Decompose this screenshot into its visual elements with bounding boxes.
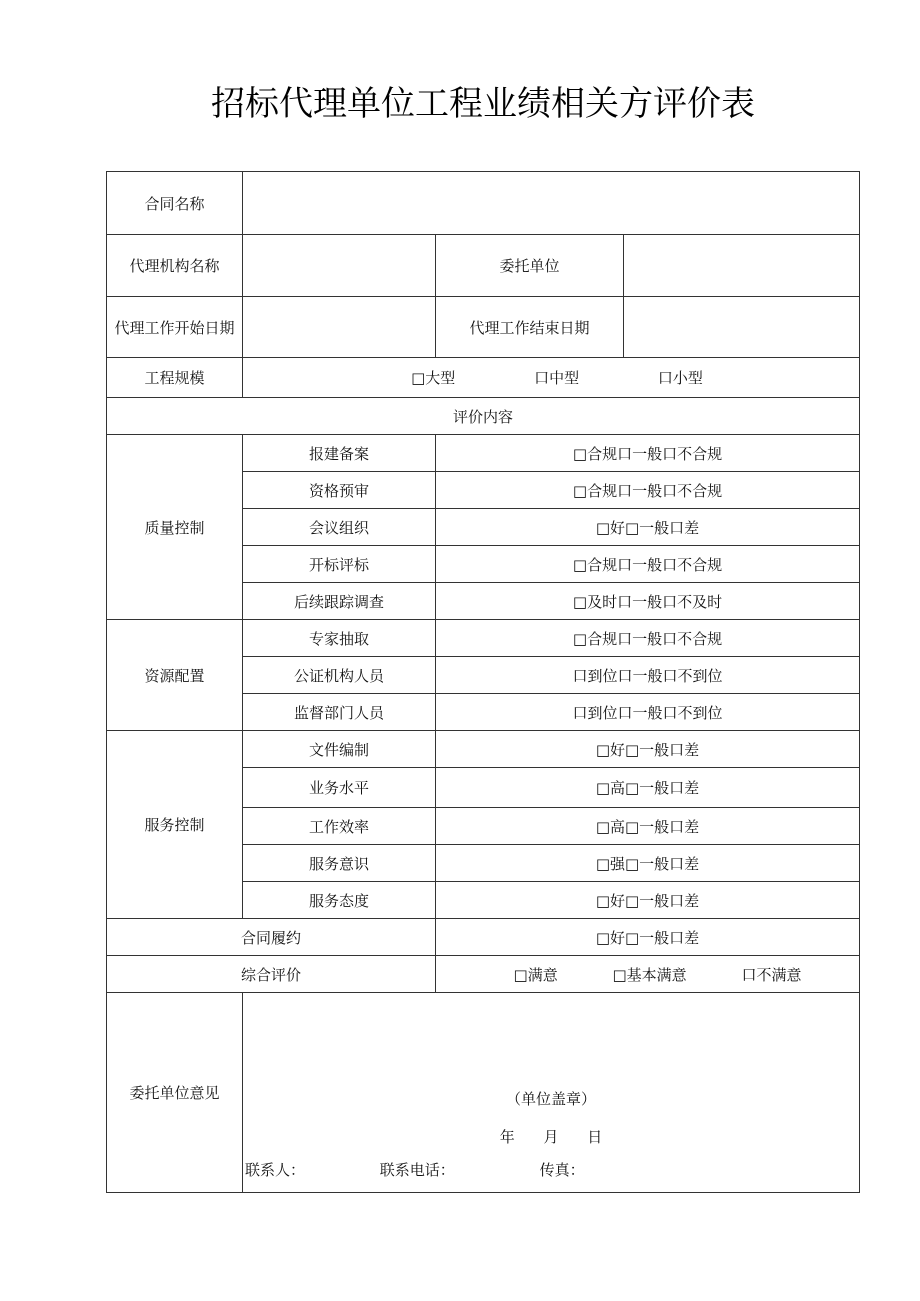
overall-eval-label: 综合评价 (107, 956, 436, 993)
item-label: 业务水平 (243, 768, 436, 808)
item-label: 开标评标 (243, 546, 436, 583)
project-scale-options (243, 358, 860, 398)
item-options[interactable]: □好□一般口差 (436, 731, 860, 768)
eval-content-header: 评价内容 (107, 398, 860, 435)
row-client-opinion (107, 993, 860, 1193)
end-date-label: 代理工作结束日期 (436, 297, 624, 358)
overall-eval-options (436, 956, 860, 993)
item-label: 服务意识 (243, 845, 436, 882)
contract-performance-options[interactable]: □好□一般口差 (436, 919, 860, 956)
item-label: 文件编制 (243, 731, 436, 768)
item-options[interactable]: □好□一般口差 (436, 882, 860, 919)
item-label: 服务态度 (243, 882, 436, 919)
item-label: 监督部门人员 (243, 694, 436, 731)
agency-name-field[interactable] (243, 235, 436, 297)
item-options[interactable]: □高□一般口差 (436, 808, 860, 845)
contract-name-field[interactable] (243, 172, 860, 235)
item-options[interactable]: □合规口一般口不合规 (436, 546, 860, 583)
client-opinion-field[interactable] (243, 993, 860, 1193)
scale-option-medium[interactable]: 口中型 (534, 369, 580, 387)
row-contract-name (107, 172, 860, 235)
item-options[interactable]: □合规口一般口不合规 (436, 472, 860, 509)
date-month-label: 月 (543, 1128, 559, 1146)
date-year-label: 年 (499, 1128, 515, 1146)
start-date-field[interactable] (243, 297, 436, 358)
item-label: 专家抽取 (243, 620, 436, 657)
agency-name-label: 代理机构名称 (107, 235, 243, 297)
date-day-label: 日 (587, 1128, 603, 1146)
table-row (107, 435, 860, 472)
overall-option-basically-satisfied[interactable]: □基本满意 (612, 965, 687, 984)
item-label: 会议组织 (243, 509, 436, 546)
signature-date (243, 1126, 859, 1147)
unit-seal-text: （单位盖章） (506, 1090, 597, 1108)
client-unit-label: 委托单位 (436, 235, 624, 297)
item-options[interactable]: □合规口一般口不合规 (436, 435, 860, 472)
contract-performance-label: 合同履约 (107, 919, 436, 956)
item-label: 工作效率 (243, 808, 436, 845)
row-agency (107, 235, 860, 297)
contact-phone-label: 联系电话： (379, 1161, 455, 1179)
item-options[interactable]: □好□一般口差 (436, 509, 860, 546)
group-quality-label: 质量控制 (107, 435, 243, 620)
item-label: 资格预审 (243, 472, 436, 509)
page-title: 招标代理单位工程业绩相关方评价表 (211, 84, 755, 124)
item-options[interactable]: 口到位口一般口不到位 (436, 657, 860, 694)
row-project-scale (107, 358, 860, 398)
item-options[interactable]: □合规口一般口不合规 (436, 620, 860, 657)
item-label: 报建备案 (243, 435, 436, 472)
group-resources-label: 资源配置 (107, 620, 243, 731)
contact-person-label: 联系人： (245, 1161, 306, 1179)
item-label: 后续跟踪调查 (243, 583, 436, 620)
item-options[interactable]: □及时口一般口不及时 (436, 583, 860, 620)
group-service-label: 服务控制 (107, 731, 243, 919)
table-row (107, 620, 860, 657)
overall-option-satisfied[interactable]: □满意 (513, 965, 558, 984)
table-row (107, 731, 860, 768)
item-options[interactable]: □强□一般口差 (436, 845, 860, 882)
scale-option-small[interactable]: 口小型 (657, 369, 703, 387)
item-options[interactable]: □高□一般口差 (436, 768, 860, 808)
contact-line (245, 1159, 585, 1180)
overall-option-unsatisfied[interactable]: 口不满意 (741, 965, 802, 984)
client-unit-field[interactable] (624, 235, 860, 297)
end-date-field[interactable] (624, 297, 860, 358)
item-options[interactable]: 口到位口一般口不到位 (436, 694, 860, 731)
client-opinion-label: 委托单位意见 (107, 993, 243, 1193)
scale-option-large[interactable]: □大型 (411, 369, 456, 387)
row-eval-header (107, 398, 860, 435)
row-overall-evaluation (107, 956, 860, 993)
contact-fax-label: 传真： (539, 1161, 585, 1179)
project-scale-label: 工程规模 (107, 358, 243, 398)
start-date-label: 代理工作开始日期 (107, 297, 243, 358)
evaluation-form (106, 171, 860, 1193)
item-label: 公证机构人员 (243, 657, 436, 694)
contract-name-label: 合同名称 (107, 172, 243, 235)
row-dates (107, 297, 860, 358)
row-contract-performance (107, 919, 860, 956)
